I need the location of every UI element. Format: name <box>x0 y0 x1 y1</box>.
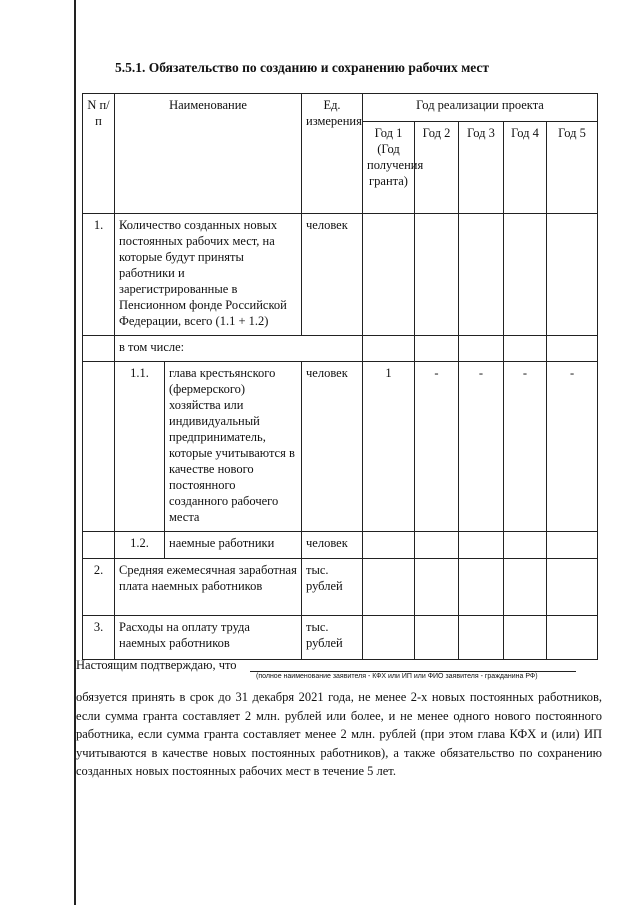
row-unit: человек <box>302 214 363 336</box>
row-cell <box>415 559 459 616</box>
row-cell <box>459 214 504 336</box>
row-cell <box>459 616 504 660</box>
row-cell <box>547 336 598 362</box>
header-years: Год реализации проекта <box>363 94 598 122</box>
row-num: 2. <box>83 559 115 616</box>
row-cell <box>363 336 415 362</box>
row-unit: человек <box>302 532 363 559</box>
header-name: Наименование <box>115 94 302 214</box>
row-name: Средняя ежемесячная заработная плата наемных работников <box>115 559 302 616</box>
row-cell <box>83 532 115 559</box>
row-name: наемные работники <box>165 532 302 559</box>
header-num: N п/п <box>83 94 115 214</box>
confirm-label: Настоящим подтверждаю, что <box>76 658 237 672</box>
header-year-4: Год 4 <box>504 122 547 214</box>
including-label: в том числе: <box>115 336 363 362</box>
header-year-2: Год 2 <box>415 122 459 214</box>
row-value-year-4: - <box>504 362 547 532</box>
row-num: 1.1. <box>115 362 165 532</box>
table-row <box>83 214 598 336</box>
row-cell <box>363 559 415 616</box>
applicant-name-hint: (полное наименование заявителя - КФХ или ИП или ФИО заявителя - гражданина РФ) <box>256 673 538 680</box>
row-cell <box>83 336 115 362</box>
row-cell <box>459 532 504 559</box>
row-num: 1.2. <box>115 532 165 559</box>
row-cell <box>547 214 598 336</box>
row-name: глава крестьянского (фермерского) хозяйства или индивидуальный предприниматель, которые учитываются в качестве нового постоянного созданного рабочего места <box>165 362 302 532</box>
row-name: Количество созданных новых постоянных рабочих мест, на которые будут приняты работники и зарегистрированные в Пенсионном фонде Российской Федерации, всего (1.1 + 1.2) <box>115 214 302 336</box>
header-year-3: Год 3 <box>459 122 504 214</box>
row-num: 3. <box>83 616 115 660</box>
row-unit: тыс. рублей <box>302 559 363 616</box>
row-cell <box>504 336 547 362</box>
table-row <box>83 616 598 660</box>
table-row <box>83 336 598 362</box>
header-unit: Ед. измерения <box>302 94 363 214</box>
row-cell <box>547 532 598 559</box>
obligation-paragraph: обязуется принять в срок до 31 декабря 2021 года, не менее 2-х новых постоянных работников, если сумма гранта составляет 2 млн. рублей или более, и не менее одного нового постоянного работника, если сумма гранта составляет менее 2 млн. рублей (при этом глава КФХ и (или) ИП учитываются в качестве новых постоянных работников), а также обязательство по сохранению созданных новых постоянных рабочих мест в течение 5 лет. <box>76 690 602 778</box>
table-row <box>83 362 598 532</box>
row-cell <box>547 559 598 616</box>
table-row <box>83 532 598 559</box>
row-cell <box>547 616 598 660</box>
jobs-table <box>82 93 598 660</box>
row-cell <box>459 559 504 616</box>
applicant-name-line <box>250 671 576 672</box>
row-cell <box>415 616 459 660</box>
row-cell <box>363 214 415 336</box>
row-cell <box>83 362 115 532</box>
row-cell <box>459 336 504 362</box>
row-cell <box>363 616 415 660</box>
row-cell <box>504 616 547 660</box>
row-name: Расходы на оплату труда наемных работников <box>115 616 302 660</box>
header-year-1: Год 1 (Год получения гранта) <box>363 122 415 214</box>
row-value-year-5: - <box>547 362 598 532</box>
row-num: 1. <box>83 214 115 336</box>
row-value-year-1: 1 <box>363 362 415 532</box>
row-cell <box>363 532 415 559</box>
row-unit: человек <box>302 362 363 532</box>
row-cell <box>415 532 459 559</box>
section-heading: 5.5.1. Обязательство по созданию и сохранению рабочих мест <box>115 60 490 75</box>
row-cell <box>504 559 547 616</box>
row-cell <box>415 214 459 336</box>
row-value-year-3: - <box>459 362 504 532</box>
row-cell <box>504 532 547 559</box>
row-value-year-2: - <box>415 362 459 532</box>
row-cell <box>415 336 459 362</box>
row-unit: тыс. рублей <box>302 616 363 660</box>
header-year-5: Год 5 <box>547 122 598 214</box>
row-cell <box>504 214 547 336</box>
table-row <box>83 559 598 616</box>
